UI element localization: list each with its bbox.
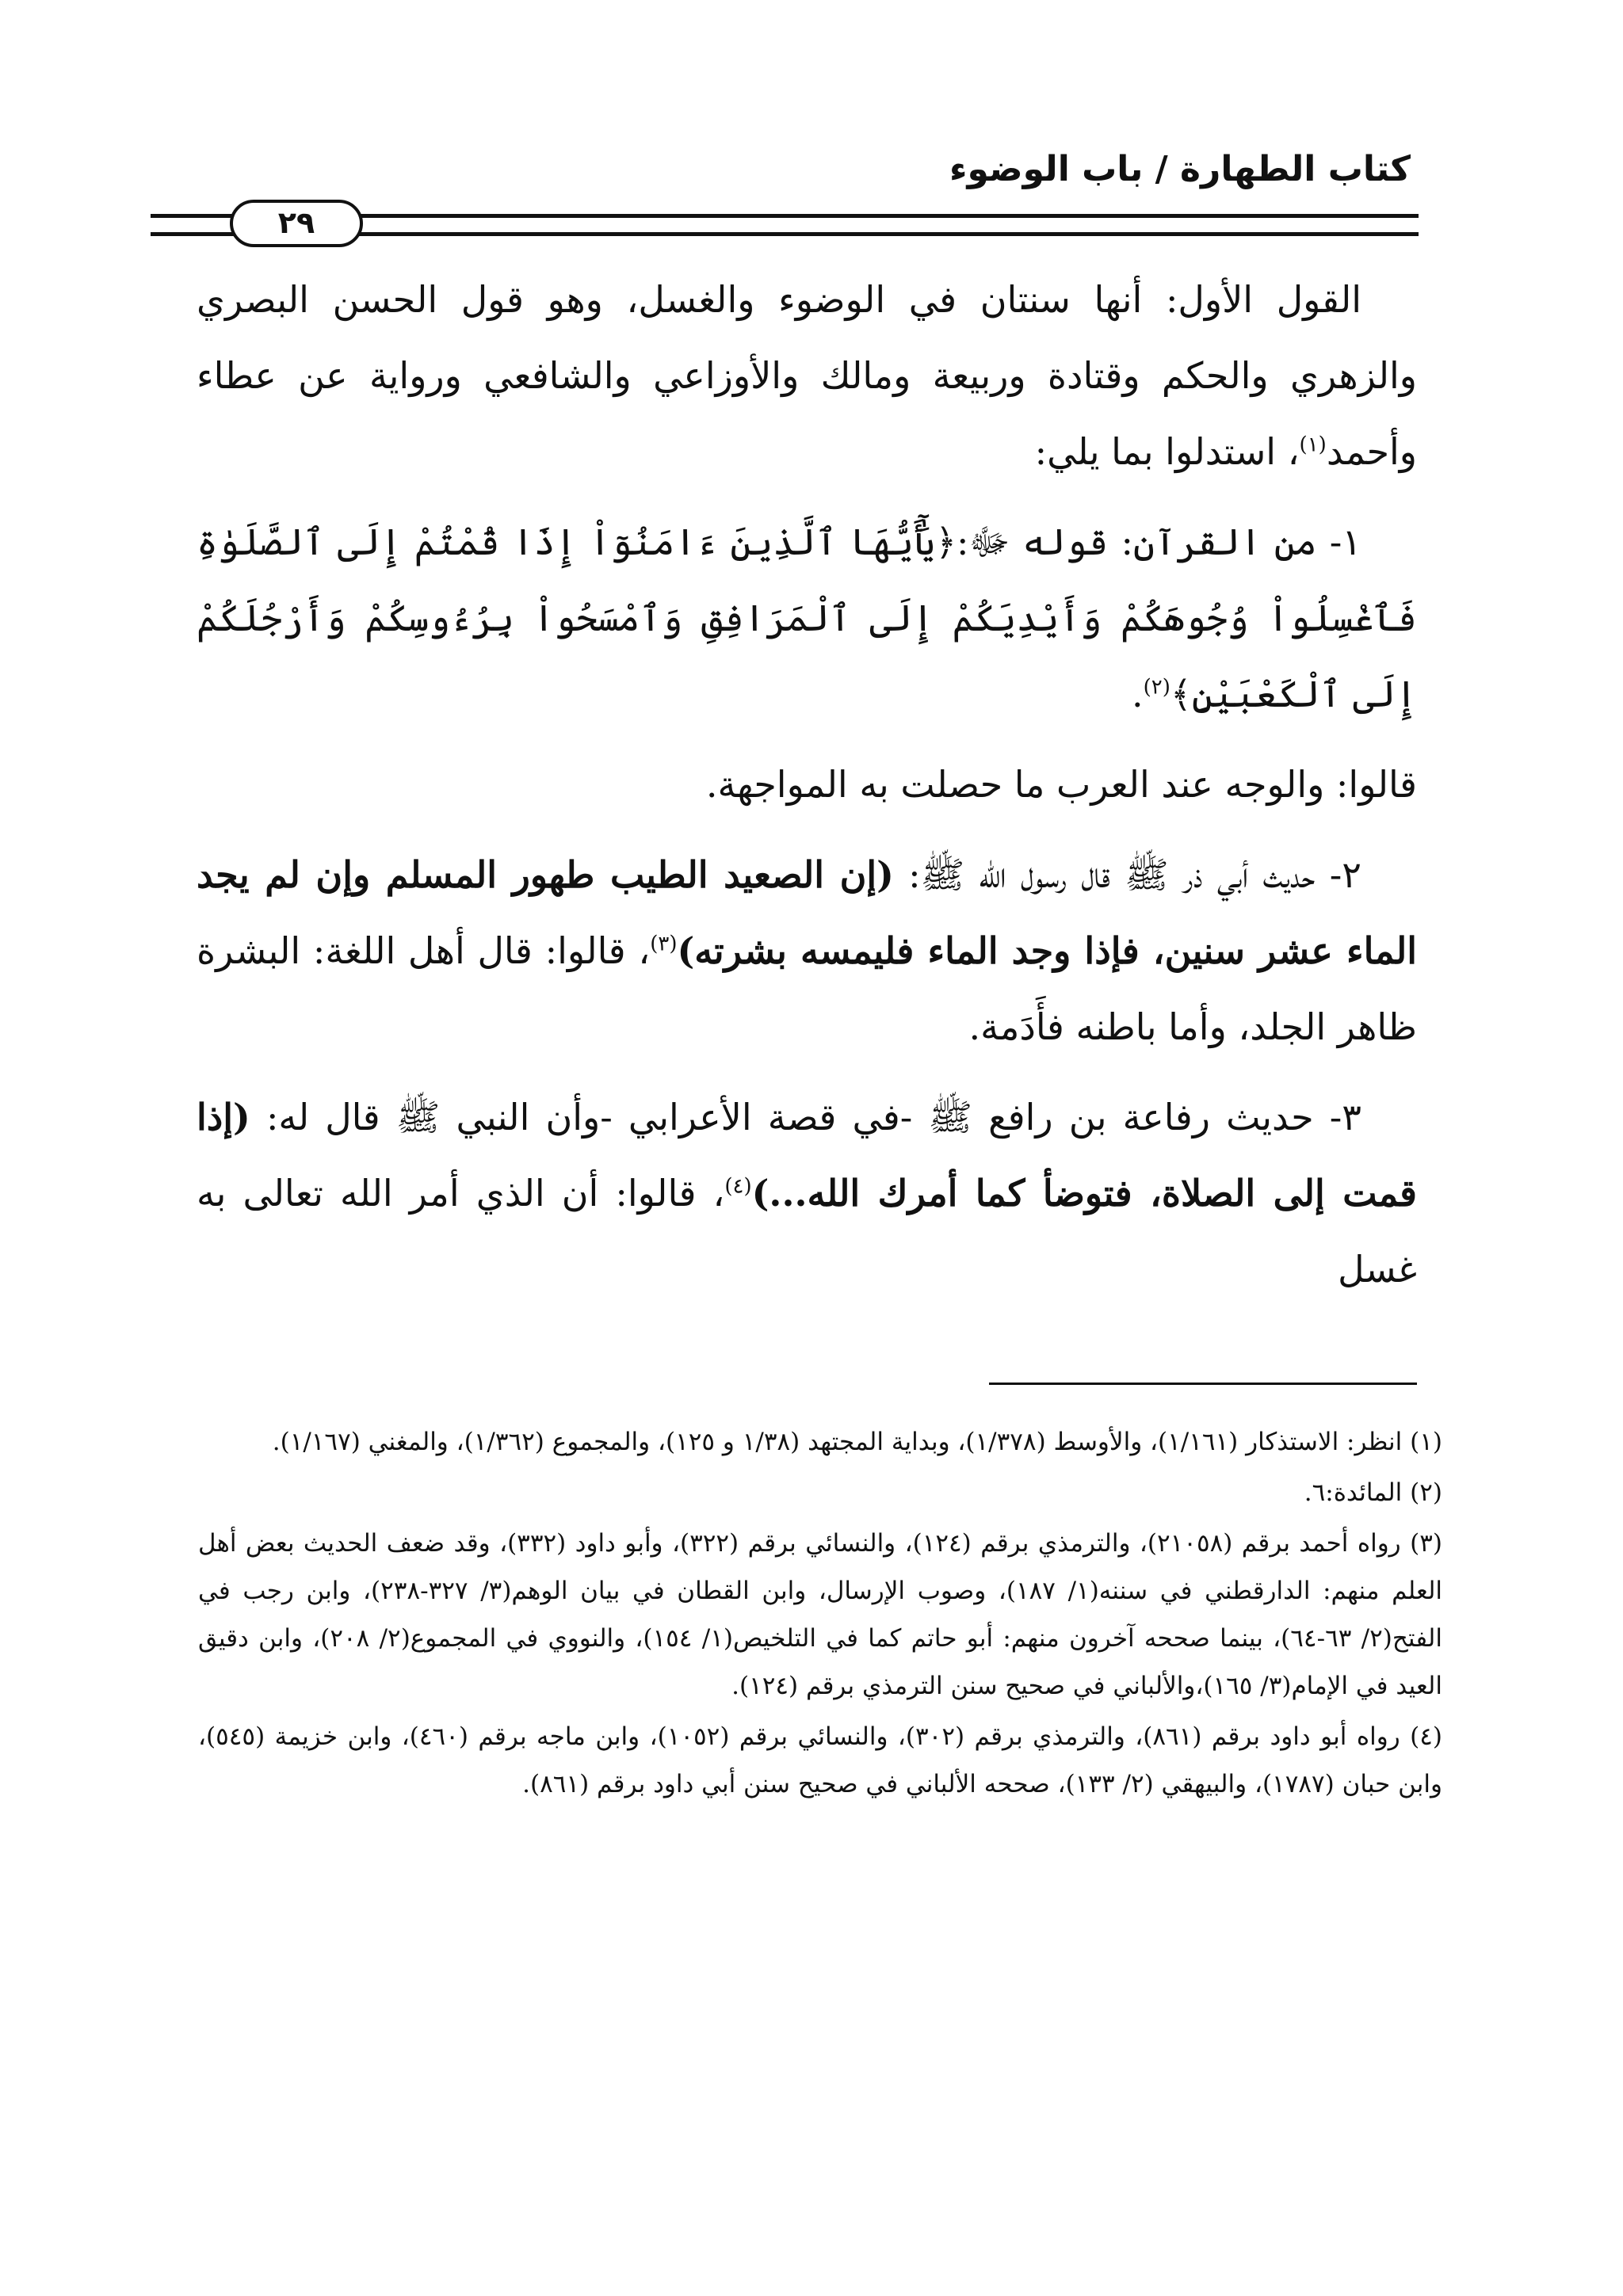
footnote-ref-1: (١) <box>1299 433 1327 457</box>
footnote-number: (٤) <box>1410 1722 1443 1751</box>
quran-verse: ﴿يَٰٓأَيُّهَا ٱلَّذِينَ ءَامَنُوٓاْ إِذَا قُمْتُمْ إِلَى ٱلصَّلَوٰةِ فَٱغْسِلُواْ وُجُوهَكُمْ وَأَيْدِيَكُمْ إِلَى ٱلْمَرَافِقِ وَٱمْسَحُواْ بِرُءُوسِكُمْ وَأَرْجُلَكُمْ إِلَى ٱلْكَعْبَيْنِ﴾ <box>197 521 1417 715</box>
paragraph-text-end: ، استدلوا بما يلي: <box>1034 430 1300 473</box>
footnote-3 <box>198 1520 1442 1710</box>
page-number: ٢٩ <box>230 200 363 247</box>
paragraph-first-opinion <box>197 261 1417 490</box>
footnote-number: (١) <box>1410 1428 1442 1456</box>
hadith-text: (إذا قمت إلى الصلاة، فتوضأ كما أمرك الله...) <box>197 1096 1417 1215</box>
footnote-text: رواه أحمد برقم (٢١٠٥٨)، والترمذي برقم (١٢٤)، والنسائي برقم (٣٢٢)، وأبو داود (٣٣٢)، وقد ضعف الحديث بعض أهل العلم منهم: الدارقطني في سننه(١/ ١٨٧)، وصوب الإرسال، وابن القطان في بيان الوهم(٣/ ٣٢٧-٢٣٨)، وابن رجب في الفتح(٢/ ٦٣-٦٤)، بينما صححه آخرون منهم: أبو حاتم كما في التلخيص(١/ ١٥٤)، والنووي في المجموع(٢/ ٢٠٨)، وابن دقيق العيد في الإمام(٣/ ١٦٥)،والألباني في صحيح سنن الترمذي برقم (١٢٤). <box>198 1529 1443 1700</box>
hadith-text: (إن الصعيد الطيب طهور المسلم وإن لم يجد الماء عشر سنين، فإذا وجد الماء فليمسه بشرته) <box>197 853 1417 972</box>
paragraph-hadith-rifaah <box>197 1079 1417 1307</box>
footnote-separator <box>989 1383 1417 1385</box>
running-header-title: كتاب الطهارة / باب الوضوء <box>949 149 1411 189</box>
footnote-number: (٣) <box>1410 1529 1442 1558</box>
paragraph-face-definition <box>197 746 1417 822</box>
footnote-ref-3: (٣) <box>650 932 678 956</box>
footnote-ref-2: (٢) <box>1143 675 1170 700</box>
footnote-text: المائدة:٦. <box>1304 1478 1403 1507</box>
evidence-intro: ١- من القرآن: قوله ﷻ: <box>957 521 1362 563</box>
verse-end: . <box>1131 673 1144 715</box>
footnote-text: رواه أبو داود برقم (٨٦١)، والترمذي برقم (٣٠٢)، والنسائي برقم (١٠٥٢)، وابن ماجه برقم (٤٦٠)، وابن خزيمة (٥٤٥)، وابن حبان (١٧٨٧)، والبيهقي (٢/ ١٣٣)، صححه الألباني في صحيح سنن أبي داود برقم (٨٦١). <box>198 1722 1442 1798</box>
hadith-commentary: ، قالوا: أن الذي أمر الله تعالى به غسل <box>197 1172 1417 1291</box>
footnote-2 <box>198 1469 1442 1516</box>
hadith-intro: ٢- حديث أبي ذر ﷺ قال رسول الله ﷺ: <box>908 853 1361 896</box>
hadith-commentary: ، قالوا: قال أهل اللغة: البشرة ظاهر الجلد، وأما باطنه فأَدَمة. <box>197 929 1417 1048</box>
footnote-4 <box>198 1713 1442 1808</box>
paragraph-text: قالوا: والوجه عند العرب ما حصلت به المواجهة. <box>705 763 1417 806</box>
header-rule <box>151 198 1419 246</box>
footnotes <box>198 1418 1442 1811</box>
footnote-number: (٢) <box>1410 1478 1442 1507</box>
paragraph-hadith-abu-dharr <box>197 837 1417 1065</box>
paragraph-text: القول الأول: أنها سنتان في الوضوء والغسل، وهو قول الحسن البصري والزهري والحكم وقتادة وربيعة ومالك والأوزاعي والشافعي ورواية عن عطاء وأحمد <box>197 278 1417 473</box>
footnote-1 <box>198 1418 1442 1466</box>
paragraph-quran-evidence <box>197 504 1417 732</box>
footnote-ref-4: (٤) <box>724 1174 752 1199</box>
hadith-intro: ٣- حديث رفاعة بن رافع ﷺ -في قصة الأعرابي -وأن النبي ﷺ قال له: <box>265 1096 1362 1138</box>
main-text <box>197 261 1417 1322</box>
footnote-text: انظر: الاستذكار (١/١٦١)، والأوسط (١/٣٧٨)، وبداية المجتهد (١/٣٨ و ١٢٥)، والمجموع (١/٣٦٢)، والمغني (١/١٦٧). <box>272 1428 1403 1456</box>
